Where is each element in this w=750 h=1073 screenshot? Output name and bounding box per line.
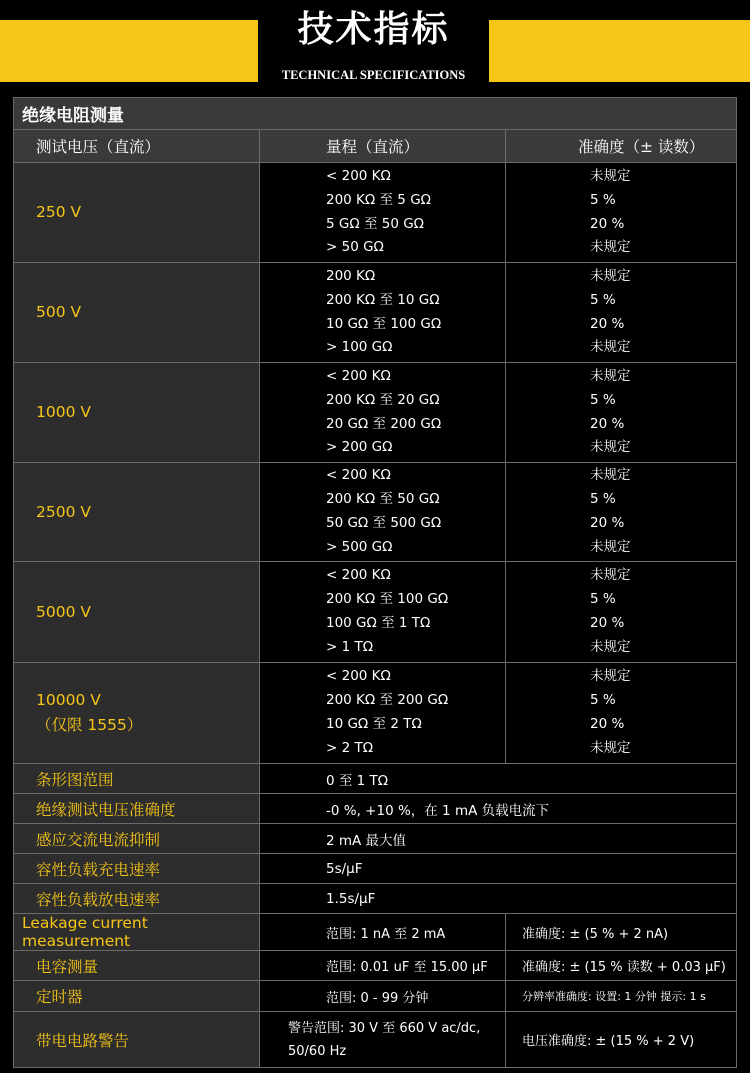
spec-table xyxy=(13,97,737,1068)
spec-value: -0 %, +10 %，在 1 mA 负载电流下 xyxy=(260,794,737,824)
range-text: < 200 KΩ xyxy=(326,467,391,484)
range-text: 200 KΩ 至 20 GΩ xyxy=(326,391,440,408)
measurement-range: 范围: 1 nA 至 2 mA xyxy=(260,914,506,951)
range-text: > 1 TΩ xyxy=(326,638,374,655)
range-text: 200 KΩ 至 100 GΩ xyxy=(326,591,449,608)
spec-label: 感应交流电流抑制 xyxy=(14,824,260,854)
accuracy-text: 5 % xyxy=(590,491,616,508)
spec-value: 0 至 1 TΩ xyxy=(260,764,737,794)
range-text: > 50 GΩ xyxy=(326,239,384,256)
range-text: < 200 KΩ xyxy=(326,668,391,685)
test-voltage-cell xyxy=(14,663,260,764)
spec-row xyxy=(14,854,737,884)
range-cell xyxy=(260,263,506,363)
accuracy-cell xyxy=(506,562,737,663)
accuracy-text: 未规定 xyxy=(590,239,631,256)
accuracy-text: 20 % xyxy=(590,215,625,232)
range-text: > 500 GΩ xyxy=(326,538,393,555)
spec-value: 2 mA 最大值 xyxy=(260,824,737,854)
measurement-range: 范围: 0.01 uF 至 15.00 μF xyxy=(260,951,506,981)
measurement-accuracy: 分辨率准确度: 设置: 1 分钟 提示: 1 s xyxy=(506,981,737,1012)
test-voltage-text: 500 V xyxy=(36,303,82,321)
accuracy-text: 未规定 xyxy=(590,668,631,685)
range-text: 10 GΩ 至 2 TΩ xyxy=(326,716,422,732)
range-text: 10 GΩ 至 100 GΩ xyxy=(326,315,442,332)
spec-label: 容性负载充电速率 xyxy=(14,854,260,884)
spec-value: 5s/μF xyxy=(260,854,737,884)
voltage-group-row xyxy=(14,562,737,663)
test-voltage-text: 2500 V xyxy=(36,502,91,521)
spec-row xyxy=(14,794,737,824)
test-voltage-cell xyxy=(14,562,260,663)
test-voltage-text: 5000 V xyxy=(36,602,91,621)
test-voltage-text: 10000 V xyxy=(36,691,101,709)
accuracy-text: 未规定 xyxy=(590,467,631,484)
accuracy-text: 未规定 xyxy=(590,567,631,584)
voltage-group-row xyxy=(14,363,737,463)
accuracy-text: 20 % xyxy=(590,315,625,332)
range-text: 20 GΩ 至 200 GΩ xyxy=(326,415,442,432)
voltage-group-row xyxy=(14,463,737,562)
range-text: > 200 GΩ xyxy=(326,439,393,456)
measurement-row xyxy=(14,951,737,981)
range-cell xyxy=(260,463,506,562)
page-title: 技术指标 xyxy=(297,9,450,50)
spec-label: 条形图范围 xyxy=(14,764,260,794)
range-text: 5 GΩ 至 50 GΩ xyxy=(326,215,424,232)
accuracy-text: 20 % xyxy=(590,515,625,531)
measurement-label: 定时器 xyxy=(14,981,260,1012)
test-voltage-cell xyxy=(14,363,260,463)
banner-bar-left xyxy=(0,20,258,82)
measurement-accuracy: 准确度: ± (5 % + 2 nA) xyxy=(506,914,737,951)
accuracy-text: 20 % xyxy=(590,415,625,432)
range-text: 50 GΩ 至 500 GΩ xyxy=(326,515,442,531)
range-text: > 100 GΩ xyxy=(326,339,393,356)
accuracy-text: 未规定 xyxy=(590,267,631,284)
range-text: 100 GΩ 至 1 TΩ xyxy=(326,615,431,631)
voltage-group-row xyxy=(14,663,737,764)
column-header-range: 量程（直流） xyxy=(260,130,506,163)
range-cell xyxy=(260,163,506,263)
accuracy-text: 未规定 xyxy=(590,538,631,555)
range-cell xyxy=(260,663,506,764)
column-header-accuracy: 准确度（± 读数） xyxy=(506,130,737,163)
accuracy-text: 20 % xyxy=(590,615,625,631)
range-cell xyxy=(260,363,506,463)
accuracy-text: 5 % xyxy=(590,191,616,208)
page-subtitle: TECHNICAL SPECIFICATIONS xyxy=(281,68,466,82)
spec-row xyxy=(14,764,737,794)
measurement-label: 带电电路警告 xyxy=(14,1012,260,1068)
range-text: 200 KΩ xyxy=(326,267,376,284)
accuracy-text: 5 % xyxy=(590,591,616,608)
spec-label: 绝缘测试电压准确度 xyxy=(14,794,260,824)
accuracy-text: 未规定 xyxy=(590,167,631,184)
spec-row xyxy=(14,824,737,854)
test-voltage-text: 1000 V xyxy=(36,403,91,421)
measurement-label: Leakage current measurement xyxy=(14,914,260,951)
accuracy-cell xyxy=(506,463,737,562)
measurement-row xyxy=(14,981,737,1012)
accuracy-text: 5 % xyxy=(590,291,616,308)
test-voltage-cell xyxy=(14,263,260,363)
section-title: 绝缘电阻测量 xyxy=(14,98,737,130)
spec-label: 容性负载放电速率 xyxy=(14,884,260,914)
accuracy-text: 未规定 xyxy=(590,739,631,756)
measurement-range: 范围: 0 - 99 分钟 xyxy=(260,981,506,1012)
spec-value: 1.5s/μF xyxy=(260,884,737,914)
accuracy-cell xyxy=(506,163,737,263)
measurement-row xyxy=(14,914,737,951)
header-banner xyxy=(0,0,750,96)
measurement-row xyxy=(14,1012,737,1068)
measurement-accuracy: 电压准确度: ± (15 % + 2 V) xyxy=(506,1012,737,1068)
test-voltage-text: 250 V xyxy=(36,203,82,221)
voltage-group-row xyxy=(14,163,737,263)
accuracy-text: 未规定 xyxy=(590,367,631,384)
measurement-label: 电容测量 xyxy=(14,951,260,981)
range-text: < 200 KΩ xyxy=(326,367,391,384)
measurement-accuracy: 准确度: ± (15 % 读数 + 0.03 μF) xyxy=(506,951,737,981)
range-text: < 200 KΩ xyxy=(326,167,391,184)
column-header-voltage: 测试电压（直流） xyxy=(14,130,260,163)
column-header-row xyxy=(14,130,737,163)
accuracy-cell xyxy=(506,663,737,764)
banner-bar-right xyxy=(489,20,750,82)
accuracy-text: 5 % xyxy=(590,391,616,408)
range-text: 200 KΩ 至 200 GΩ xyxy=(326,692,449,709)
accuracy-text: 未规定 xyxy=(590,638,631,655)
range-text: 200 KΩ 至 10 GΩ xyxy=(326,291,440,308)
test-voltage-text: （仅限 1555） xyxy=(36,716,143,734)
accuracy-cell xyxy=(506,363,737,463)
accuracy-text: 20 % xyxy=(590,716,625,732)
range-cell xyxy=(260,562,506,663)
range-text: 200 KΩ 至 5 GΩ xyxy=(326,191,431,208)
range-text: < 200 KΩ xyxy=(326,567,391,584)
spec-row xyxy=(14,884,737,914)
range-text: 200 KΩ 至 50 GΩ xyxy=(326,491,440,508)
test-voltage-cell xyxy=(14,463,260,562)
accuracy-text: 未规定 xyxy=(590,339,631,356)
measurement-range: 警告范围: 30 V 至 660 V ac/dc, 50/60 Hz xyxy=(260,1012,506,1068)
accuracy-text: 5 % xyxy=(590,692,616,709)
accuracy-text: 未规定 xyxy=(590,439,631,456)
range-text: > 2 TΩ xyxy=(326,739,374,756)
test-voltage-cell xyxy=(14,163,260,263)
voltage-group-row xyxy=(14,263,737,363)
accuracy-cell xyxy=(506,263,737,363)
